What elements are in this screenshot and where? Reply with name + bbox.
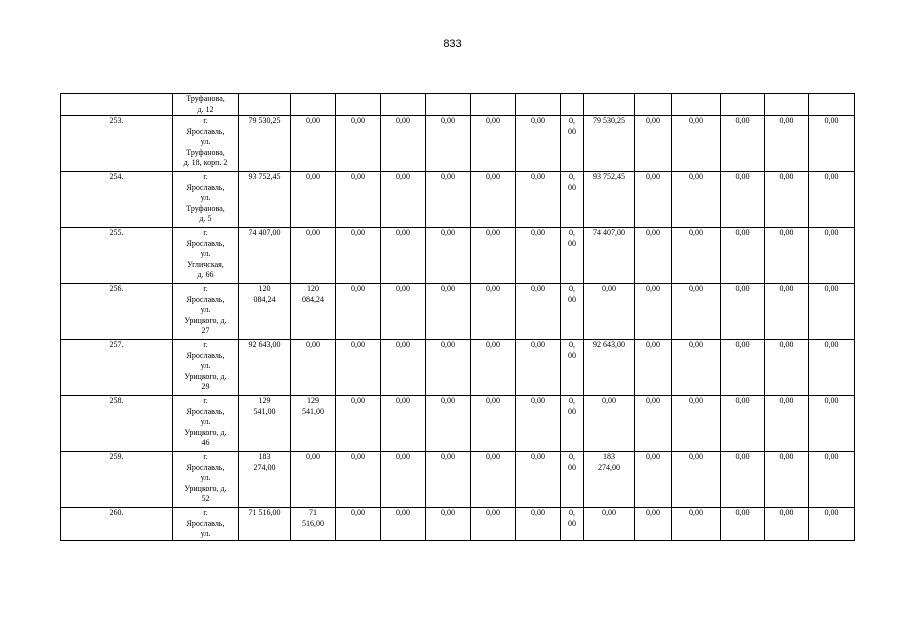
- value-cell: 0,00: [635, 172, 672, 228]
- value-cell: 0,00: [516, 340, 561, 396]
- value-cell: 0,00: [426, 116, 471, 172]
- value-cell: 79 530,25: [239, 116, 291, 172]
- value-cell: 0, 00: [561, 396, 584, 452]
- value-cell: 0,00: [635, 508, 672, 541]
- value-cell: 0,00: [721, 396, 765, 452]
- value-cell: 0,00: [635, 284, 672, 340]
- value-cell: 0,00: [381, 452, 426, 508]
- value-cell: 0,00: [809, 116, 855, 172]
- value-cell: 0,00: [721, 172, 765, 228]
- address-cell: г. Ярославль, ул. Урицкого, д. 52: [173, 452, 239, 508]
- value-cell: 71 516,00: [239, 508, 291, 541]
- value-cell: 0,00: [672, 452, 721, 508]
- value-cell: 0,00: [426, 396, 471, 452]
- value-cell: 0,00: [635, 452, 672, 508]
- value-cell: 0,00: [381, 508, 426, 541]
- value-cell: 0,00: [635, 340, 672, 396]
- page-number: 833: [443, 38, 462, 50]
- table-row-continuation: [61, 94, 855, 116]
- value-cell: 0,00: [635, 396, 672, 452]
- row-number-cell: 259.: [61, 452, 173, 508]
- value-cell: 0,00: [809, 452, 855, 508]
- value-cell: 0,00: [471, 116, 516, 172]
- value-cell: 0,00: [291, 172, 336, 228]
- value-cell: 0,00: [809, 508, 855, 541]
- value-cell: 0,00: [765, 340, 809, 396]
- value-cell: 120 084,24: [291, 284, 336, 340]
- table-row: [61, 116, 855, 172]
- value-cell: [426, 94, 471, 116]
- value-cell: 0,00: [426, 452, 471, 508]
- value-cell: 0,00: [471, 172, 516, 228]
- value-cell: 0,00: [291, 116, 336, 172]
- value-cell: 129 541,00: [239, 396, 291, 452]
- value-cell: 0,00: [721, 508, 765, 541]
- value-cell: 0,00: [381, 340, 426, 396]
- value-cell: 0,00: [516, 452, 561, 508]
- value-cell: 0,00: [381, 228, 426, 284]
- address-cell: г. Ярославль, ул. Угличская, д. 66: [173, 228, 239, 284]
- value-cell: 0,00: [635, 116, 672, 172]
- value-cell: 0,00: [809, 284, 855, 340]
- value-cell: 0,00: [291, 228, 336, 284]
- value-cell: 0,00: [721, 340, 765, 396]
- value-cell: 0,00: [471, 396, 516, 452]
- row-number-cell: 253.: [61, 116, 173, 172]
- value-cell: [239, 94, 291, 116]
- value-cell: 0,00: [336, 116, 381, 172]
- value-cell: 0,00: [336, 284, 381, 340]
- value-cell: 0,00: [426, 340, 471, 396]
- table-row: [61, 284, 855, 340]
- address-cell: г. Ярославль, ул. Урицкого, д. 27: [173, 284, 239, 340]
- value-cell: 0,00: [635, 228, 672, 284]
- address-cell: г. Ярославль, ул. Урицкого, д. 29: [173, 340, 239, 396]
- value-cell: 0,00: [381, 172, 426, 228]
- value-cell: 0,00: [516, 284, 561, 340]
- value-cell: 0,00: [672, 228, 721, 284]
- value-cell: 183 274,00: [584, 452, 635, 508]
- value-cell: 0,00: [721, 228, 765, 284]
- value-cell: 0,00: [721, 452, 765, 508]
- value-cell: 183 274,00: [239, 452, 291, 508]
- value-cell: 0, 00: [561, 116, 584, 172]
- value-cell: [381, 94, 426, 116]
- value-cell: 0,00: [381, 284, 426, 340]
- value-cell: 0,00: [672, 116, 721, 172]
- row-number-cell: 254.: [61, 172, 173, 228]
- value-cell: 0,00: [721, 284, 765, 340]
- value-cell: 0,00: [809, 172, 855, 228]
- value-cell: 0,00: [765, 172, 809, 228]
- value-cell: [336, 94, 381, 116]
- address-cell: г. Ярославль, ул. Урицкого, д. 46: [173, 396, 239, 452]
- value-cell: 0, 00: [561, 228, 584, 284]
- value-cell: 92 643,00: [584, 340, 635, 396]
- register-body: [61, 94, 855, 541]
- value-cell: [765, 94, 809, 116]
- value-cell: [584, 94, 635, 116]
- row-number-cell: 258.: [61, 396, 173, 452]
- value-cell: [721, 94, 765, 116]
- value-cell: [635, 94, 672, 116]
- value-cell: 0,00: [336, 340, 381, 396]
- value-cell: 0, 00: [561, 452, 584, 508]
- value-cell: 0,00: [336, 396, 381, 452]
- value-cell: 0, 00: [561, 340, 584, 396]
- value-cell: 0,00: [721, 116, 765, 172]
- row-number-cell: 257.: [61, 340, 173, 396]
- value-cell: 120 084,24: [239, 284, 291, 340]
- table-row: [61, 228, 855, 284]
- value-cell: 0,00: [516, 228, 561, 284]
- value-cell: 0,00: [426, 228, 471, 284]
- value-cell: 0,00: [584, 508, 635, 541]
- value-cell: 0,00: [381, 396, 426, 452]
- value-cell: 0,00: [336, 508, 381, 541]
- value-cell: 0,00: [471, 452, 516, 508]
- value-cell: 92 643,00: [239, 340, 291, 396]
- address-cell: г. Ярославль, ул.: [173, 508, 239, 541]
- value-cell: 0,00: [765, 284, 809, 340]
- table-row: [61, 340, 855, 396]
- table-row: [61, 508, 855, 541]
- value-cell: 0,00: [809, 228, 855, 284]
- value-cell: 0,00: [765, 508, 809, 541]
- value-cell: 0,00: [336, 172, 381, 228]
- value-cell: 0,00: [471, 284, 516, 340]
- value-cell: 0,00: [765, 396, 809, 452]
- value-cell: 0,00: [672, 340, 721, 396]
- value-cell: 0,00: [765, 452, 809, 508]
- value-cell: 0,00: [471, 508, 516, 541]
- value-cell: 0,00: [381, 116, 426, 172]
- value-cell: 0,00: [809, 396, 855, 452]
- value-cell: 0,00: [471, 228, 516, 284]
- value-cell: 0,00: [584, 396, 635, 452]
- value-cell: [516, 94, 561, 116]
- value-cell: 0,00: [336, 228, 381, 284]
- table-row: [61, 396, 855, 452]
- value-cell: 0,00: [426, 284, 471, 340]
- value-cell: 0,00: [672, 396, 721, 452]
- value-cell: 0,00: [672, 172, 721, 228]
- value-cell: 0,00: [291, 340, 336, 396]
- value-cell: 0,00: [291, 452, 336, 508]
- address-cell: г. Ярославль, ул. Труфанова, д. 5: [173, 172, 239, 228]
- value-cell: 0,00: [471, 340, 516, 396]
- value-cell: 0, 00: [561, 508, 584, 541]
- row-number-cell: 256.: [61, 284, 173, 340]
- value-cell: 74 407,00: [584, 228, 635, 284]
- value-cell: 0, 00: [561, 172, 584, 228]
- value-cell: [809, 94, 855, 116]
- value-cell: 74 407,00: [239, 228, 291, 284]
- value-cell: [672, 94, 721, 116]
- address-cell: Труфанова, д. 12: [173, 94, 239, 116]
- value-cell: 0,00: [516, 396, 561, 452]
- value-cell: 0,00: [672, 284, 721, 340]
- value-cell: 0,00: [765, 228, 809, 284]
- value-cell: 0,00: [426, 172, 471, 228]
- value-cell: 93 752,45: [584, 172, 635, 228]
- value-cell: 0,00: [516, 508, 561, 541]
- value-cell: [561, 94, 584, 116]
- table-row: [61, 172, 855, 228]
- value-cell: 0, 00: [561, 284, 584, 340]
- value-cell: 129 541,00: [291, 396, 336, 452]
- value-cell: 0,00: [672, 508, 721, 541]
- register-table: [60, 93, 855, 541]
- value-cell: [291, 94, 336, 116]
- row-number-cell: [61, 94, 173, 116]
- value-cell: 71 516,00: [291, 508, 336, 541]
- value-cell: 93 752,45: [239, 172, 291, 228]
- value-cell: 0,00: [809, 340, 855, 396]
- value-cell: [471, 94, 516, 116]
- table-row: [61, 452, 855, 508]
- value-cell: 0,00: [426, 508, 471, 541]
- value-cell: 79 530,25: [584, 116, 635, 172]
- value-cell: 0,00: [584, 284, 635, 340]
- value-cell: 0,00: [516, 116, 561, 172]
- value-cell: 0,00: [765, 116, 809, 172]
- row-number-cell: 255.: [61, 228, 173, 284]
- row-number-cell: 260.: [61, 508, 173, 541]
- value-cell: 0,00: [336, 452, 381, 508]
- value-cell: 0,00: [516, 172, 561, 228]
- address-cell: г. Ярославль, ул. Труфанова, д. 18, корп. 2: [173, 116, 239, 172]
